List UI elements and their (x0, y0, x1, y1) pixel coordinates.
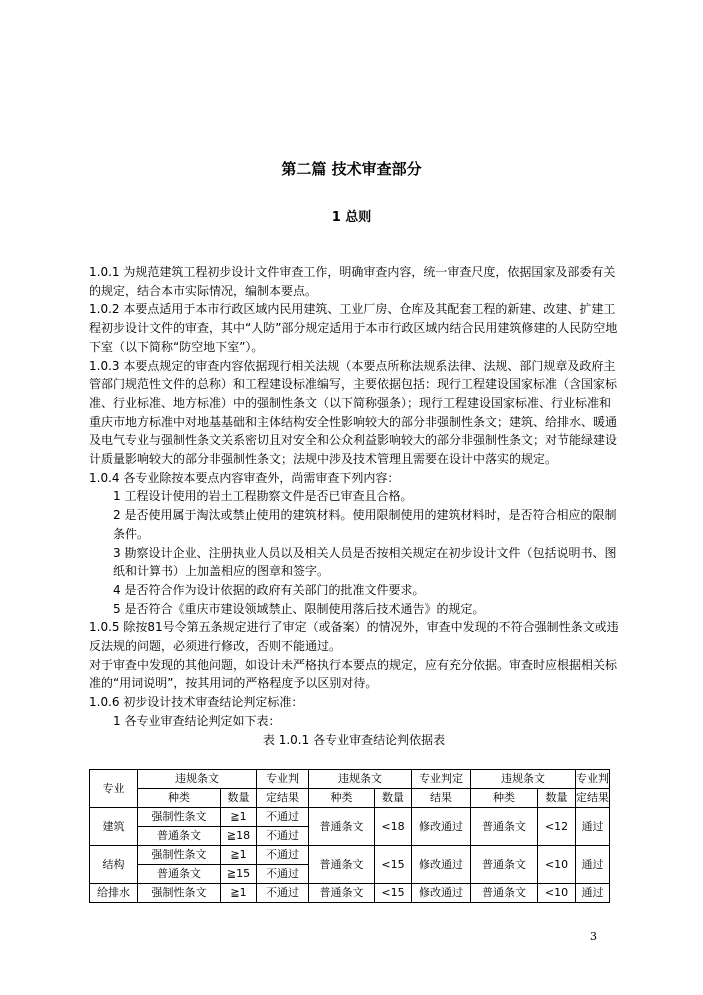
paragraph: 1.0.4 各专业除按本要点内容审查外，尚需审查下列内容： (89, 470, 400, 485)
table-cell: 普通条文 (138, 827, 221, 846)
page-number: 3 (590, 930, 597, 943)
header-cell: 定结果 (576, 789, 610, 808)
table-cell: ≧18 (221, 827, 257, 846)
header-cell: 专业 (90, 770, 138, 808)
paragraph: 对于审查中发现的其他问题，如设计未严格执行本要点的规定，应有充分依据。审查时应根据相关标准的“用词说明”，按其用词的严格程度予以区别对待。 (89, 657, 618, 691)
section-title: 1 总则 (331, 210, 372, 225)
review-criteria-table (89, 769, 610, 903)
table-cell: <15 (375, 884, 412, 903)
header-cell: 种类 (138, 789, 221, 808)
header-cell: 种类 (471, 789, 538, 808)
paragraph: 5 是否符合《重庆市建设领域禁止、限制使用落后技术通告》的规定。 (113, 601, 485, 616)
table-cell: ≧1 (221, 808, 257, 827)
paragraph: 1.0.2 本要点适用于本市行政区域内民用建筑、工业厂房、仓库及其配套工程的新建、改建、扩建工程初步设计文件的审查，其中“人防”部分规定适用于本市行政区域内结合民用建筑修建的人民防空地下室（以下简称“防空地下室”）。 (89, 302, 618, 354)
table-cell: 不通过 (257, 846, 309, 865)
table-cell: 普通条文 (471, 808, 538, 846)
header-cell: 专业判 (257, 770, 309, 789)
table-cell: 修改通过 (412, 808, 471, 846)
table-cell: 普通条文 (309, 846, 375, 884)
header-cell: 数量 (538, 789, 576, 808)
table-cell: 建筑 (90, 808, 138, 846)
table-cell: 通过 (576, 884, 610, 903)
header-cell: 专业判定 (412, 770, 471, 789)
table-cell: 不通过 (257, 865, 309, 884)
header-cell: 违规条文 (309, 770, 412, 789)
table-cell: ≧1 (221, 846, 257, 865)
header-cell: 种类 (309, 789, 375, 808)
table-cell: <10 (538, 884, 576, 903)
header-cell: 数量 (375, 789, 412, 808)
table-cell: 通过 (576, 808, 610, 846)
table-cell: ≧15 (221, 865, 257, 884)
table-cell: 强制性条文 (138, 884, 221, 903)
table-cell: 普通条文 (471, 846, 538, 884)
table-cell: 修改通过 (412, 884, 471, 903)
table-cell: 结构 (90, 846, 138, 884)
table-row (90, 846, 610, 865)
table-cell: 普通条文 (309, 884, 375, 903)
paragraph: 1 工程设计使用的岩土工程勘察文件是否已审查且合格。 (113, 489, 413, 504)
paragraph: 4 是否符合作为设计依据的政府有关部门的批准文件要求。 (113, 582, 425, 597)
table-cell: 强制性条文 (138, 808, 221, 827)
paragraph: 3 勘察设计企业、注册执业人员以及相关人员是否按相关规定在初步设计文件（包括说明书、图纸和计算书）上加盖相应的图章和签字。 (113, 545, 617, 579)
header-cell: 违规条文 (471, 770, 576, 789)
paragraph: 1.0.1 为规范建筑工程初步设计文件审查工作，明确审查内容，统一审查尺度，依据国家及部委有关的规定，结合本市实际情况，编制本要点。 (89, 265, 616, 298)
table-cell: <10 (538, 846, 576, 884)
table-cell: <15 (375, 846, 412, 884)
table-cell: 通过 (576, 846, 610, 884)
table-cell: 给排水 (90, 884, 138, 903)
table-cell: 普通条文 (138, 865, 221, 884)
table-cell: <12 (538, 808, 576, 846)
table-header-row (90, 789, 610, 808)
body-text (89, 263, 619, 749)
table-cell: 不通过 (257, 884, 309, 903)
header-cell: 违规条文 (138, 770, 257, 789)
header-cell: 专业判 (576, 770, 610, 789)
paragraph: 1.0.6 初步设计技术审查结论判定标准： (89, 695, 304, 710)
paragraph: 1.0.5 除按81号令第五条规定进行了审定（或备案）的情况外，审查中发现的不符合强制性条文或违反法规的问题，必须进行修改，否则不能通过。 (89, 620, 619, 654)
table-cell: 修改通过 (412, 846, 471, 884)
table-cell: 强制性条文 (138, 846, 221, 865)
paragraph: 2 是否使用属于淘汰或禁止使用的建筑材料。使用限制使用的建筑材料时，是否符合相应的限制条件。 (113, 508, 617, 541)
table-caption: 表 1.0.1 各专业审查结论判依据表 (262, 732, 446, 747)
header-cell: 数量 (221, 789, 257, 808)
table-cell: ≧1 (221, 884, 257, 903)
paragraph: 1.0.3 本要点规定的审查内容依据现行相关法规（本要点所称法规系法律、法规、部门规章及政府主管部门规范性文件的总称）和工程建设标准编写，主要依据包括：现行工程建设国家标准（含国家标准、行业标准、地方标准）中的强制性条文（以下简称强条）；现行工程建设国家标准、行业标准和重庆市地方标准中对地基基础和主体结构安全性影响较大的部分非强制性条文；建筑、给排水、暖通及电气专业与强制性条文关系密切且对安全和公众利益影响较大的部分非强制性条文；对节能绿建设计质量影响较大的部分非强制性条文；法规中涉及技术管理且需要在设计中落实的规定。 (89, 358, 618, 467)
table-cell: 不通过 (257, 827, 309, 846)
header-cell: 定结果 (257, 789, 309, 808)
table-cell: <18 (375, 808, 412, 846)
table-cell: 不通过 (257, 808, 309, 827)
table-header-row (90, 770, 610, 789)
table-cell: 普通条文 (471, 884, 538, 903)
table-row (90, 808, 610, 827)
header-cell: 结果 (412, 789, 471, 808)
chapter-title: 第二篇 技术审查部分 (281, 160, 422, 178)
paragraph: 1 各专业审查结论判定如下表： (113, 713, 281, 728)
table-cell: 普通条文 (309, 808, 375, 846)
table-row (90, 884, 610, 903)
